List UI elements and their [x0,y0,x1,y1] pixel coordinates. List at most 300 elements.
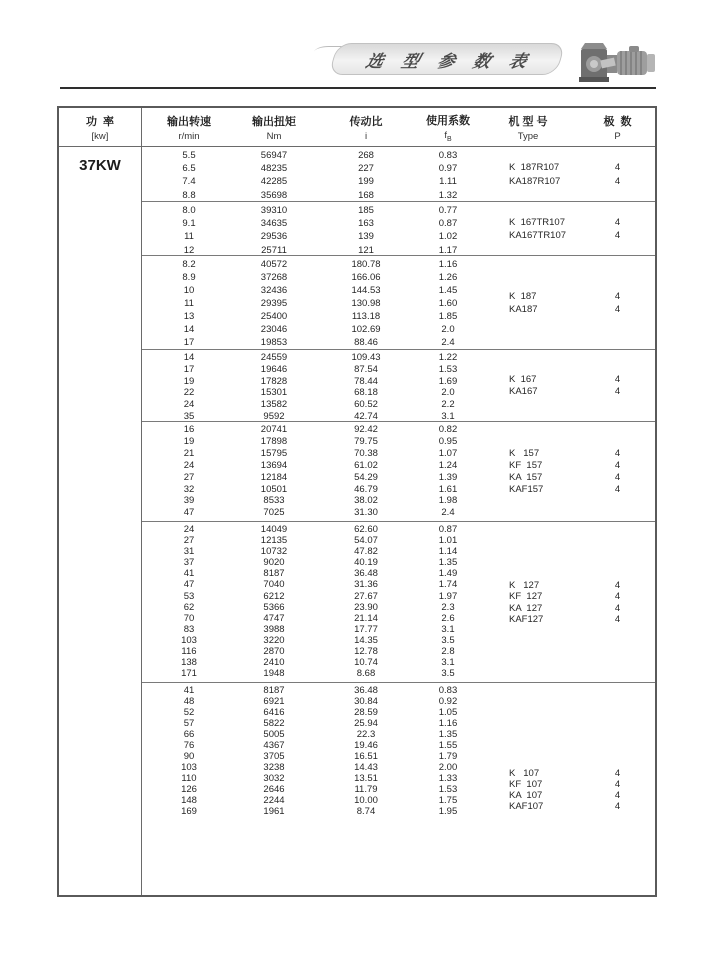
output-speed-value: 47 [183,507,195,519]
output-speed-value: 12 [183,244,195,256]
service-factor-value: 2.4 [441,337,455,348]
output-speed-value: 76 [183,740,195,751]
column-header-output-speed: 输出转速 r/min [167,115,211,142]
output-speed-value: 41 [183,568,195,580]
service-factor-value: 2.0 [441,324,455,335]
output-torque-value: 3705 [263,751,285,762]
model-type: KA167TR107 [509,230,567,241]
model-type: K 187R107 [509,162,560,174]
ratio-value: 268 [358,150,374,161]
output-speed-value: 41 [183,685,195,696]
output-speed-column [142,424,236,519]
output-speed-value: 83 [183,623,195,635]
output-speed-value: 103 [181,762,197,773]
service-factor-value: 3.1 [441,410,455,422]
output-speed-column [142,524,236,679]
poles-value: 4 [614,472,621,483]
service-factor-value: 2.0 [441,387,455,399]
output-torque-value: 12184 [260,471,288,483]
ratio-column [312,424,420,519]
output-speed-value: 169 [181,806,197,817]
ratio-value: 22.3 [356,729,376,740]
model-type: K 167 [509,374,537,386]
output-speed-value: 9.1 [182,218,196,230]
output-speed-value: 110 [181,773,197,784]
ratio-value: 113.18 [351,311,381,322]
ratio-value: 11.79 [354,784,378,795]
service-factor-value: 0.83 [438,150,458,161]
output-torque-value: 4747 [263,612,285,624]
service-factor-value: 1.69 [438,375,458,387]
output-speed-value: 5.5 [182,150,196,161]
rating-block-3 [142,256,655,350]
model-type: KA 107 [509,789,543,801]
ratio-value: 27.67 [354,590,378,602]
service-factor-value: 0.92 [438,696,458,707]
service-factor-value: 0.82 [438,424,458,435]
poles-column [580,374,655,398]
ratio-value: 163 [358,218,374,230]
service-factor-value: 1.32 [438,189,458,201]
model-type-column [476,580,580,624]
output-torque-value: 3032 [263,773,285,784]
ratio-value: 8.68 [356,668,376,680]
ratio-value: 227 [358,163,374,175]
output-speed-value: 8.8 [182,189,196,201]
ratio-column [312,204,420,256]
service-factor-value: 1.61 [438,483,458,495]
service-factor-column [420,204,476,256]
poles-value: 4 [614,602,621,614]
model-type: KAF127 [509,613,544,625]
output-torque-value: 4367 [263,740,285,751]
output-speed-value: 14 [183,352,195,363]
model-type: KF 127 [509,591,543,603]
output-speed-value: 8.0 [182,205,196,216]
output-speed-value: 116 [181,646,197,658]
column-header-power [59,108,141,147]
ratio-value: 28.59 [354,707,378,718]
output-speed-value: 103 [181,634,197,646]
output-torque-value: 29536 [260,231,288,243]
service-factor-value: 2.8 [441,646,455,658]
ratio-value: 54.29 [354,471,378,483]
output-speed-value: 10 [183,285,195,296]
output-speed-value: 6.5 [182,163,196,175]
service-factor-value: 1.97 [438,590,458,602]
output-torque-column [236,352,312,422]
service-factor-column [420,258,476,349]
output-torque-column [236,424,312,519]
model-type-column [476,374,580,398]
output-torque-value: 6921 [263,696,285,707]
ratio-value: 25.94 [354,718,378,729]
masthead [0,0,715,106]
service-factor-value: 1.39 [438,471,458,483]
ratio-value: 166.06 [351,272,381,283]
poles-value: 4 [614,580,621,592]
output-speed-value: 27 [183,535,195,547]
ratio-value: 10.00 [354,795,378,806]
column-header-service-factor: 使用系数 $f_B$ [426,114,470,143]
service-factor-value: 1.35 [438,729,458,740]
ratio-value: 68.18 [354,387,378,399]
output-torque-value: 2244 [263,795,285,806]
output-torque-value: 5822 [263,718,285,729]
ratio-value: 31.36 [354,579,378,591]
service-factor-value: 1.98 [438,495,458,507]
service-factor-value: 0.87 [438,524,458,535]
poles-value: 4 [614,460,621,472]
poles-column [580,216,655,242]
title-banner [328,43,565,75]
output-torque-value: 17898 [260,435,288,447]
ratio-value: 79.75 [354,435,378,447]
output-torque-value: 19646 [260,363,288,375]
ratio-column [312,258,420,349]
service-factor-value: 1.17 [438,244,458,256]
output-torque-value: 10501 [260,483,288,495]
output-torque-value: 2870 [263,646,285,658]
output-torque-value: 3220 [263,634,285,646]
service-factor-value: 1.45 [438,285,458,296]
output-speed-value: 53 [183,590,195,602]
model-type: KAF157 [509,483,544,495]
output-torque-value: 35698 [260,189,288,201]
output-torque-value: 13694 [260,459,288,471]
output-speed-value: 66 [183,729,195,740]
output-speed-value: 17 [183,337,195,348]
output-speed-value: 11 [184,298,194,309]
service-factor-value: 0.97 [438,163,458,175]
output-torque-value: 29395 [260,298,288,309]
model-type: K 167TR107 [509,216,565,228]
ratio-column [312,685,420,817]
output-speed-value: 52 [183,707,195,718]
page-title: 选 型 参 数 表 [363,51,537,71]
output-torque-value: 6416 [263,707,285,718]
service-factor-value: 1.14 [438,546,458,558]
output-torque-value: 2410 [263,657,285,669]
service-factor-value: 1.26 [438,272,458,283]
output-torque-value: 5005 [263,729,285,740]
service-factor-value: 1.16 [438,259,458,270]
ratio-value: 14.43 [354,762,378,773]
ratio-value: 13.51 [354,773,378,784]
service-factor-value: 3.1 [441,657,455,669]
column-header-output-torque: 输出扭矩 Nm [252,115,296,142]
ratio-column [312,149,420,202]
output-speed-value: 148 [181,795,197,806]
poles-value: 4 [614,230,621,241]
output-speed-value: 19 [183,375,195,387]
output-torque-value: 1961 [263,806,285,817]
output-speed-column [142,685,236,817]
ratio-value: 19.46 [354,740,378,751]
output-torque-value: 15301 [260,387,288,399]
output-torque-value: 25400 [260,311,288,322]
service-factor-value: 3.5 [441,668,455,680]
output-speed-value: 35 [183,410,195,422]
rating-block-5 [142,422,655,522]
column-header-ratio: 传动比 i [349,115,383,142]
rating-block-6 [142,522,655,683]
rating-block-4 [142,350,655,422]
output-torque-value: 56947 [260,150,288,161]
ratio-value: 23.90 [354,601,378,613]
model-type: KA167 [509,386,538,397]
output-torque-column [236,685,312,817]
ratio-value: 78.44 [354,375,378,387]
model-type: KA 127 [509,602,543,614]
poles-value: 4 [614,767,621,779]
output-speed-value: 138 [181,657,197,669]
service-factor-value: 1.79 [438,751,458,762]
power-header-unit: [kw] [91,130,109,142]
service-factor-value: 0.95 [438,435,458,447]
output-speed-value: 57 [183,718,195,729]
service-factor-value: 1.74 [438,579,458,591]
model-type: K 187 [509,291,537,302]
service-factor-value: 0.87 [438,218,458,230]
output-torque-value: 7025 [263,507,285,519]
ratio-value: 10.74 [354,657,378,669]
service-factor-value: 1.35 [438,557,458,569]
service-factor-value: 0.77 [438,205,458,216]
poles-value: 4 [614,448,621,460]
rating-block-1 [142,147,655,202]
model-type: KA 157 [509,472,543,483]
ratio-value: 54.07 [354,535,378,547]
output-speed-column [142,204,236,256]
ratio-value: 87.54 [354,363,378,375]
model-type-column [476,448,580,496]
ratio-value: 38.02 [354,495,378,507]
service-factor-value: 1.22 [438,352,458,363]
model-type: KA187R107 [509,175,561,187]
output-torque-value: 32436 [260,285,288,296]
output-speed-value: 19 [183,435,195,447]
service-factor-value: 1.60 [438,298,458,309]
model-type: KAF107 [509,800,544,812]
model-type-column [476,290,580,316]
service-factor-value: 1.75 [438,795,458,806]
service-factor-value: 2.00 [438,762,458,773]
output-speed-value: 8.2 [182,259,196,270]
output-torque-column [236,149,312,202]
output-speed-column [142,149,236,202]
output-speed-value: 171 [181,668,197,680]
service-factor-value: 2.2 [441,399,455,411]
ratio-value: 14.35 [354,634,378,646]
table-header-row [142,108,655,147]
output-torque-column [236,204,312,256]
rating-blocks [142,147,655,895]
ratio-value: 61.02 [354,459,378,471]
service-factor-value: 0.83 [438,685,458,696]
poles-value: 4 [614,613,621,625]
output-torque-value: 14049 [260,524,288,535]
ratio-value: 88.46 [354,337,378,348]
column-header-poles: 极 数 P [603,115,632,142]
ratio-value: 102.69 [351,324,381,335]
ratio-value: 8.74 [356,806,376,817]
output-torque-value: 8533 [263,495,285,507]
poles-value: 4 [614,304,621,315]
service-factor-column [420,424,476,519]
output-speed-value: 27 [183,471,195,483]
output-speed-value: 90 [183,751,195,762]
rating-block-2 [142,202,655,256]
ratio-value: 180.78 [351,259,381,270]
output-torque-value: 13582 [260,399,288,411]
output-torque-value: 17828 [260,375,288,387]
output-speed-value: 24 [183,459,195,471]
poles-column [580,290,655,316]
service-factor-value: 1.11 [439,176,457,188]
poles-value: 4 [614,789,621,801]
poles-value: 4 [614,216,621,228]
output-speed-value: 126 [181,784,197,795]
output-torque-value: 3988 [263,623,285,635]
poles-value: 4 [614,386,621,397]
poles-value: 4 [614,778,621,790]
output-torque-value: 9592 [263,410,285,422]
output-torque-value: 9020 [263,557,285,569]
service-factor-value: 1.95 [438,806,458,817]
output-torque-value: 1948 [263,668,285,680]
output-speed-value: 7.4 [182,176,196,188]
output-torque-value: 37268 [260,272,288,283]
ratio-value: 109.43 [351,352,381,363]
output-torque-value: 6212 [263,590,285,602]
service-factor-value: 2.6 [441,612,455,624]
output-torque-value: 39310 [260,205,288,216]
output-torque-value: 10732 [260,546,288,558]
output-speed-value: 37 [183,557,195,569]
output-torque-value: 12135 [260,535,288,547]
model-type-column [476,161,580,187]
service-factor-value: 2.4 [441,507,455,519]
output-speed-value: 31 [183,546,195,558]
output-torque-value: 20741 [260,424,288,435]
output-speed-value: 17 [183,363,195,375]
ratio-column [312,524,420,679]
service-factor-value: 1.55 [438,740,458,751]
output-torque-value: 48235 [260,163,288,175]
gearmotor-photo-icon [577,37,661,89]
output-speed-value: 11 [184,231,194,243]
ratio-value: 17.77 [354,623,378,635]
ratio-value: 31.30 [354,507,378,519]
service-factor-value: 1.05 [438,707,458,718]
service-factor-value: 1.02 [438,231,458,243]
output-torque-column [236,258,312,349]
model-type: KF 107 [509,778,543,790]
poles-value: 4 [614,291,621,302]
model-type-column [476,216,580,242]
output-speed-value: 16 [183,424,195,435]
output-torque-value: 42285 [260,176,288,188]
output-torque-value: 23046 [260,324,288,335]
ratio-value: 21.14 [354,612,378,624]
output-torque-value: 7040 [263,579,285,591]
service-factor-value: 1.33 [438,773,458,784]
model-type: KA187 [509,304,538,315]
ratio-value: 185 [358,205,374,216]
service-factor-value: 1.49 [438,568,458,580]
power-value: 37KW [79,157,121,174]
model-type: KF 157 [509,460,543,472]
power-header-cn: 功 率 [85,115,115,128]
output-speed-value: 21 [183,447,195,459]
output-speed-value: 22 [183,387,195,399]
output-torque-value: 19853 [260,337,288,348]
service-factor-value: 1.24 [438,459,458,471]
service-factor-column [420,352,476,422]
output-speed-column [142,352,236,422]
service-factor-value: 3.1 [441,623,455,635]
selection-parameter-table [57,106,657,897]
ratio-value: 139 [358,231,374,243]
model-type: K 107 [509,767,540,779]
ratio-value: 62.60 [354,524,378,535]
output-speed-value: 32 [183,483,195,495]
poles-value: 4 [614,162,621,174]
output-speed-value: 48 [183,696,195,707]
ratio-value: 199 [358,176,374,188]
ratio-value: 42.74 [354,410,378,422]
power-column [59,108,142,895]
output-speed-value: 47 [183,579,195,591]
poles-value: 4 [614,800,621,812]
output-torque-value: 8187 [263,685,285,696]
poles-value: 4 [614,374,621,386]
output-speed-value: 13 [183,311,195,322]
model-type: K 157 [509,448,540,460]
service-factor-value: 1.85 [438,311,458,322]
poles-column [580,768,655,812]
ratio-value: 92.42 [354,424,378,435]
output-speed-value: 24 [183,399,195,411]
service-factor-value: 1.53 [438,784,458,795]
output-torque-value: 15795 [260,447,288,459]
poles-column [580,580,655,624]
ratio-value: 40.19 [354,557,378,569]
poles-value: 4 [614,591,621,603]
service-factor-value: 1.01 [438,535,458,547]
masthead-rule [60,87,656,89]
ratio-value: 12.78 [354,646,378,658]
ratio-value: 168 [358,189,374,201]
ratio-value: 36.48 [354,568,378,580]
service-factor-value: 1.53 [438,363,458,375]
poles-value: 4 [614,483,621,495]
service-factor-column [420,685,476,817]
model-type-column [476,768,580,812]
ratio-value: 36.48 [354,685,378,696]
poles-value: 4 [614,175,621,187]
output-torque-value: 3238 [263,762,285,773]
ratio-value: 70.38 [354,447,378,459]
ratio-column [312,352,420,422]
output-torque-value: 40572 [260,259,288,270]
ratio-value: 144.53 [351,285,381,296]
data-column [142,108,655,895]
output-torque-value: 25711 [261,244,287,256]
ratio-value: 130.98 [351,298,381,309]
service-factor-column [420,149,476,202]
